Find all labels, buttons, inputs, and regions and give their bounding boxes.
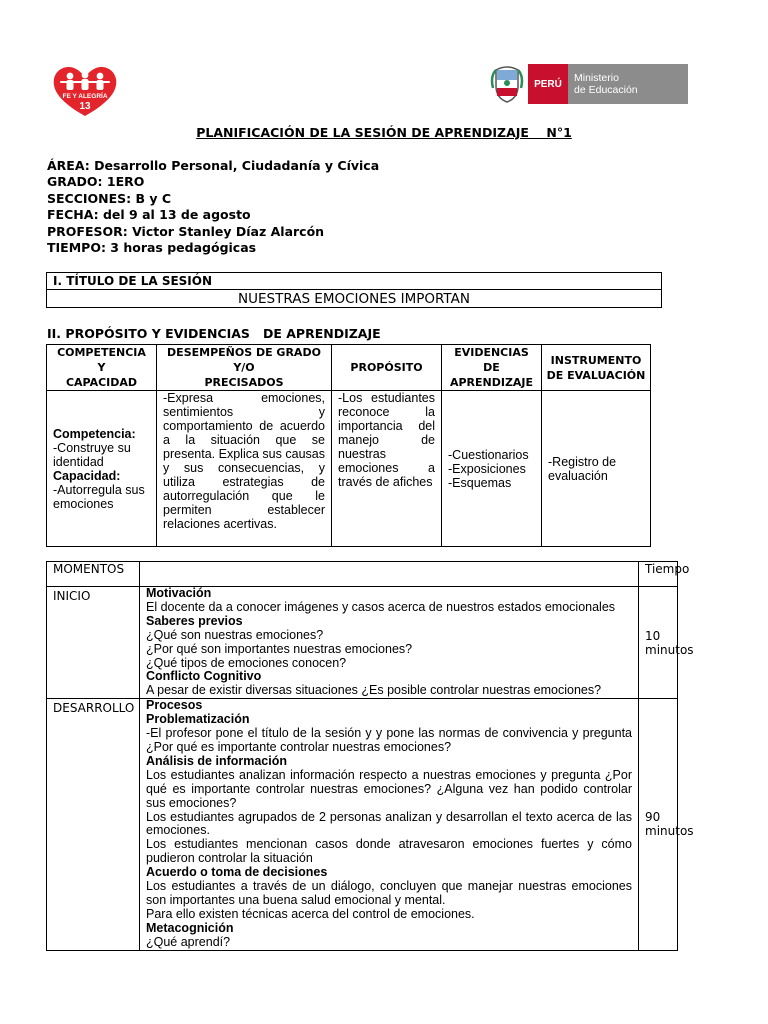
- moment-row-desarrollo: [47, 699, 678, 950]
- header-proposito: PROPÓSITO: [332, 345, 442, 391]
- cell-desempenos: -Expresa emociones, sentimientos y comportamiento de acuerdo a la situación que se presenta. Explica sus causas y sus consecuencias, y utiliza estrategias de autorregulación que le permiten establecer relaciones acertivas.: [157, 391, 332, 547]
- moments-header-row: [47, 562, 678, 587]
- header-blank: [140, 562, 639, 587]
- session-title-value: NUESTRAS EMOCIONES IMPORTAN: [47, 290, 662, 308]
- session-title-table: [46, 272, 662, 308]
- ministry-banner: [528, 64, 688, 104]
- header-evidencias: EVIDENCIAS DE APRENDIZAJE: [442, 345, 542, 391]
- activity-text: Los estudiantes analizan información respecto a nuestras emociones y pregunta ¿Por qué es importante controlar nuestras emociones? ¿Alguna vez han podido controlar sus emociones?: [146, 767, 632, 810]
- session-info: [47, 158, 379, 256]
- purpose-data-row: [47, 391, 651, 547]
- info-grado: GRADO: 1ERO: [47, 174, 145, 190]
- fe-y-alegria-logo: [50, 64, 120, 118]
- evidencia-item: -Exposiciones: [448, 461, 526, 476]
- competencia-label: Competencia:: [53, 426, 136, 441]
- purpose-header-row: [47, 345, 651, 391]
- info-fecha: FECHA: del 9 al 13 de agosto: [47, 207, 251, 223]
- logo-text-num: 13: [79, 101, 91, 112]
- activity-heading: Análisis de información: [146, 753, 288, 768]
- session-title-label: I. TÍTULO DE LA SESIÓN: [47, 273, 662, 290]
- moment-label: DESARROLLO: [47, 699, 140, 950]
- ministry-name-line1: Ministerio: [574, 72, 619, 84]
- logo-text-top: FE Y ALEGRÍA: [62, 93, 108, 100]
- moment-activities: [140, 699, 639, 950]
- activity-text: ¿Por qué son importantes nuestras emociones?: [146, 641, 413, 656]
- info-profesor: PROFESOR: Victor Stanley Díaz Alarcón: [47, 223, 325, 239]
- capacidad-text: -Autorregula sus emociones: [53, 482, 145, 511]
- header-tiempo: Tiempo: [639, 562, 678, 587]
- evidencia-item: -Cuestionarios: [448, 447, 529, 462]
- peru-coat-of-arms-icon: [490, 62, 524, 106]
- moment-row-inicio: [47, 587, 678, 699]
- activity-text: ¿Qué tipos de emociones conocen?: [146, 655, 347, 670]
- section2-heading: II. PROPÓSITO Y EVIDENCIAS DE APRENDIZAJE: [47, 326, 381, 341]
- activity-text: El docente da a conocer imágenes y casos acerca de nuestros estados emocionales: [146, 599, 616, 614]
- info-area: ÁREA: Desarrollo Personal, Ciudadanía y Cívica: [47, 158, 380, 173]
- info-tiempo: TIEMPO: 3 horas pedagógicas: [47, 240, 257, 256]
- activity-text: A pesar de existir diversas situaciones ¿Es posible controlar nuestras emociones?: [146, 683, 602, 698]
- competencia-text: -Construye su identidad: [53, 440, 131, 469]
- moment-time: 90 minutos: [639, 699, 678, 950]
- activity-text: ¿Qué aprendí?: [146, 934, 231, 949]
- cell-instrumento: -Registro de evaluación: [542, 391, 651, 547]
- purpose-evidence-table: [46, 344, 651, 547]
- evidencia-item: -Esquemas: [448, 475, 512, 490]
- ministry-name-line2: de Educación: [574, 84, 638, 96]
- info-secciones: SECCIONES: B y C: [47, 190, 172, 206]
- activity-heading: Metacognición: [146, 920, 234, 935]
- moment-time: 10 minutos: [639, 587, 678, 699]
- header-desempenos: DESEMPEÑOS DE GRADO Y/O PRECISADOS: [157, 345, 332, 391]
- activity-text: Los estudiantes agrupados de 2 personas analizan y desarrollan el texto acerca de las emociones.: [146, 809, 632, 838]
- cell-evidencias: [442, 391, 542, 547]
- activity-text: Los estudiantes mencionan casos donde atravesaron emociones fuertes y cómo pudieron controlar la situación: [146, 837, 632, 866]
- moments-table: [46, 561, 694, 951]
- activity-heading: Saberes previos: [146, 613, 243, 628]
- cell-proposito: -Los estudiantes reconoce la importancia del manejo de nuestras emociones a través de afiches: [332, 391, 442, 547]
- header-momentos: MOMENTOS: [47, 562, 140, 587]
- activity-heading: Motivación: [146, 586, 212, 600]
- moment-activities: [140, 587, 639, 699]
- activity-heading: Acuerdo o toma de decisiones: [146, 865, 328, 880]
- activity-text: Los estudiantes a través de un diálogo, concluyen que manejar nuestras emociones son importantes una buena salud emocional y mental.: [146, 879, 632, 907]
- moment-label: INICIO: [47, 587, 140, 699]
- document-title: PLANIFICACIÓN DE LA SESIÓN DE APRENDIZAJE N°1: [196, 125, 572, 140]
- header-competencia: COMPETENCIA Y CAPACIDAD: [47, 345, 157, 391]
- activity-heading: Procesos: [146, 698, 203, 713]
- ministry-name: [574, 72, 638, 96]
- activity-heading: Conflicto Cognitivo: [146, 669, 262, 684]
- peru-label: PERÚ: [528, 64, 568, 104]
- capacidad-label: Capacidad:: [53, 468, 121, 483]
- activity-heading: Problematización: [146, 712, 250, 727]
- header-instrumento: INSTRUMENTO DE EVALUACIÓN: [542, 345, 651, 391]
- activity-text: Para ello existen técnicas acerca del control de emociones.: [146, 906, 475, 921]
- activity-text: -El profesor pone el título de la sesión y y pone las normas de convivencia y pregunta ¿Por qué es importante controlar nuestras emociones?: [146, 726, 632, 754]
- activity-text: ¿Qué son nuestras emociones?: [146, 627, 324, 642]
- cell-competencia: [47, 391, 157, 547]
